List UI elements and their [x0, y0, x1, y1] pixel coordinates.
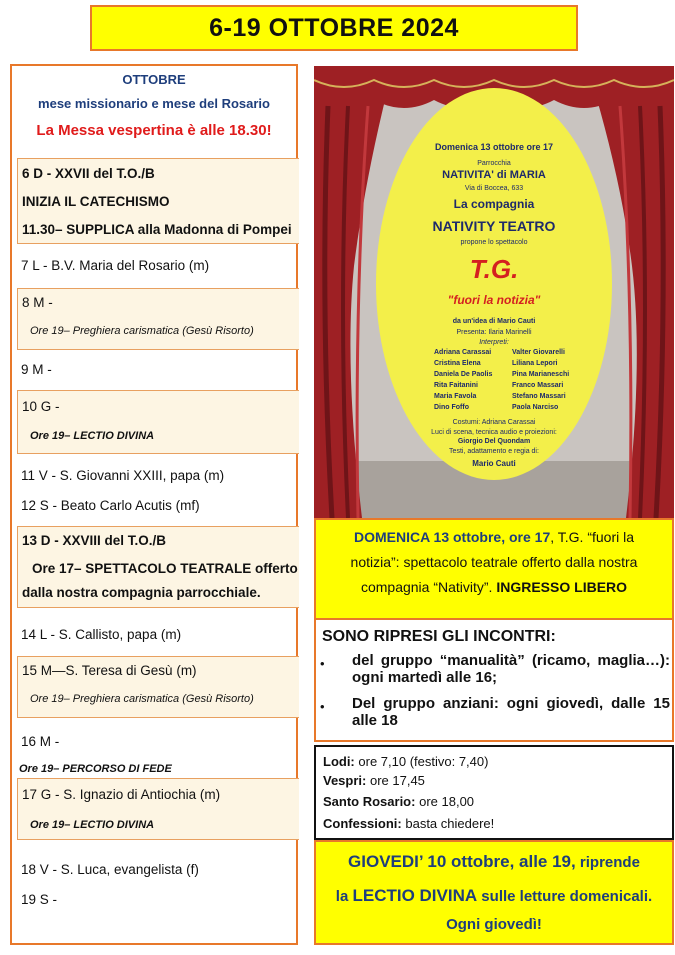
day-19-title: 19 S - — [21, 892, 58, 907]
day-8-title: 8 M - — [22, 295, 53, 310]
poster-cast-member: Daniela De Paolis — [434, 371, 493, 378]
day-6 — [17, 158, 299, 244]
day-17-title: 17 G - S. Ignazio di Antiochia (m) — [22, 787, 221, 802]
rosario-row — [323, 794, 474, 809]
vespri-label: Vespri: — [323, 773, 367, 788]
poster-cast-member: Cristina Elena — [434, 360, 481, 367]
page-title: 6-19 OTTOBRE 2024 — [90, 5, 578, 51]
day-16 — [17, 720, 299, 778]
day-7 — [17, 244, 299, 286]
day-10-note: Ore 19– LECTIO DIVINA — [30, 430, 155, 442]
poster-cast-member: Franco Massari — [512, 382, 564, 389]
day-18-19 — [17, 842, 299, 942]
day-13 — [17, 526, 299, 608]
day-17 — [17, 778, 299, 840]
poster-parish-label: Parrocchia — [477, 160, 511, 167]
event-line2: notizia”: spettacolo teatrale offerto dalla nostra — [350, 554, 638, 570]
poster-cast-member: Valter Giovarelli — [512, 349, 565, 356]
poster-cast-member: Rita Faitanini — [434, 382, 478, 389]
event-box — [314, 518, 674, 620]
lectio-line3: Ogni giovedì! — [446, 916, 542, 933]
bullet-icon: • — [320, 699, 325, 714]
poster-company-label: La compagnia — [453, 197, 535, 211]
event-line3-pre: compagnia “Nativity”. — [360, 579, 497, 595]
lectio-line1 — [316, 852, 672, 872]
day-8-note: Ore 19– Preghiera carismatica (Gesù Risorto) — [30, 325, 254, 337]
poster-cast-member: Adriana Carassai — [434, 349, 492, 356]
lectio-line1-rest: riprende — [575, 854, 640, 871]
day-6-title: 6 D - XXVII del T.O./B — [22, 166, 155, 181]
lectio-date: GIOVEDI’ 10 ottobre, alle 19, — [348, 852, 576, 871]
rosario-value: ore 18,00 — [419, 794, 475, 809]
theatre-poster — [314, 66, 674, 518]
day-11-12 — [17, 456, 299, 526]
lectio-divina: LECTIO DIVINA — [352, 886, 478, 905]
poster-show-subtitle: "fuori la notizia" — [447, 293, 541, 307]
poster-costumes: Costumi: Adriana Carassai — [452, 419, 536, 426]
vespri-value: ore 17,45 — [369, 773, 425, 788]
poster-cast-member: Pina Marianeschi — [512, 371, 570, 378]
poster-address: Via di Boccea, 633 — [464, 185, 524, 192]
lectio-line2-pre: la — [335, 888, 353, 905]
event-line1-rest: , T.G. “fuori la — [550, 529, 635, 545]
day-13-line3: dalla nostra compagnia parrocchiale. — [22, 585, 261, 600]
poster-company: NATIVITY TEATRO — [432, 218, 556, 234]
poster-texts: Testi, adattamento e regia di: — [449, 448, 539, 455]
day-11-title: 11 V - S. Giovanni XXIII, papa (m) — [21, 468, 225, 483]
poster-idea: da un'idea di Mario Cauti — [452, 318, 536, 325]
rosario-label: Santo Rosario: — [323, 794, 416, 809]
day-15-note: Ore 19– Preghiera carismatica (Gesù Risorto) — [30, 693, 254, 705]
day-12-title: 12 S - Beato Carlo Acutis (mf) — [21, 498, 200, 513]
poster-proposes: propone lo spettacolo — [460, 239, 528, 246]
meetings-item-1: del gruppo “manualità” (ricamo, maglia…): ogni martedì alle 16; — [352, 652, 670, 686]
meetings-item-2: Del gruppo anziani: ogni giovedì, dalle 15 alle 18 — [352, 695, 670, 729]
confessioni-label: Confessioni: — [323, 816, 402, 831]
calendar-header — [12, 66, 296, 158]
poster-presents: Presenta: Ilaria Marinelli — [456, 329, 532, 336]
month-name: OTTOBRE — [122, 72, 186, 87]
event-free-entry: INGRESSO LIBERO — [496, 579, 628, 595]
schedule-times — [314, 745, 674, 840]
lodi-value: ore 7,10 (festivo: 7,40) — [358, 754, 489, 769]
poster-interpreters-label: Interpreti: — [479, 339, 509, 346]
poster-cast-member: Maria Favola — [434, 393, 477, 400]
day-10 — [17, 390, 299, 454]
meetings-box — [314, 620, 674, 742]
meetings-heading: SONO RIPRESI GLI INCONTRI: — [322, 628, 556, 645]
day-9-title: 9 M - — [21, 362, 52, 377]
mass-note: La Messa vespertina è alle 18.30! — [36, 122, 272, 139]
day-7-title: 7 L - B.V. Maria del Rosario (m) — [21, 258, 210, 273]
event-date: DOMENICA 13 ottobre, ore 17 — [353, 529, 551, 545]
day-14-title: 14 L - S. Callisto, papa (m) — [21, 627, 182, 642]
poster-date: Domenica 13 ottobre ore 17 — [434, 142, 554, 152]
poster-show-title: T.G. — [469, 254, 519, 284]
event-line1 — [316, 525, 672, 550]
bullet-icon: • — [320, 656, 325, 671]
vespri-row — [323, 773, 425, 788]
lodi-row — [323, 754, 488, 769]
day-10-title: 10 G - — [22, 399, 60, 414]
poster-lights: Luci di scena, tecnica audio e proiezioni: — [431, 429, 557, 436]
day-13-title: 13 D - XXVIII del T.O./B — [22, 533, 167, 548]
day-16-note: Ore 19– PERCORSO DI FEDE — [19, 763, 172, 775]
month-subtitle: mese missionario e mese del Rosario — [38, 96, 270, 111]
day-13-line2: Ore 17– SPETTACOLO TEATRALE offerto — [32, 561, 298, 576]
poster-cast-member: Liliana Lepori — [512, 360, 558, 367]
lodi-label: Lodi: — [323, 754, 355, 769]
day-6-line3: 11.30– SUPPLICA alla Madonna di Pompei — [22, 222, 292, 237]
poster-cast-member: Stefano Massari — [512, 393, 566, 400]
day-6-line2: INIZIA IL CATECHISMO — [22, 194, 170, 209]
confessioni-row — [323, 816, 494, 831]
day-8 — [17, 288, 299, 350]
event-line3 — [316, 575, 672, 600]
day-16-title: 16 M - — [21, 734, 60, 749]
poster-cast-member: Dino Foffo — [434, 404, 469, 411]
day-17-note: Ore 19– LECTIO DIVINA — [30, 819, 155, 831]
confessioni-value: basta chiedere! — [405, 816, 495, 831]
day-18-title: 18 V - S. Luca, evangelista (f) — [21, 862, 199, 877]
lectio-box — [314, 840, 674, 945]
day-15-title: 15 M—S. Teresa di Gesù (m) — [22, 663, 197, 678]
poster-parish: NATIVITA' di MARIA — [442, 169, 546, 181]
poster-cast-member: Paola Narciso — [512, 404, 559, 411]
day-14 — [17, 609, 299, 655]
lectio-line2 — [316, 886, 672, 906]
lectio-line2-rest: sulle letture domenicali. — [477, 888, 653, 905]
poster-director: Mario Cauti — [472, 459, 516, 468]
day-9 — [17, 352, 299, 390]
day-15 — [17, 656, 299, 718]
calendar-column — [10, 64, 298, 945]
poster-lights-name: Giorgio Del Quondam — [457, 438, 531, 445]
